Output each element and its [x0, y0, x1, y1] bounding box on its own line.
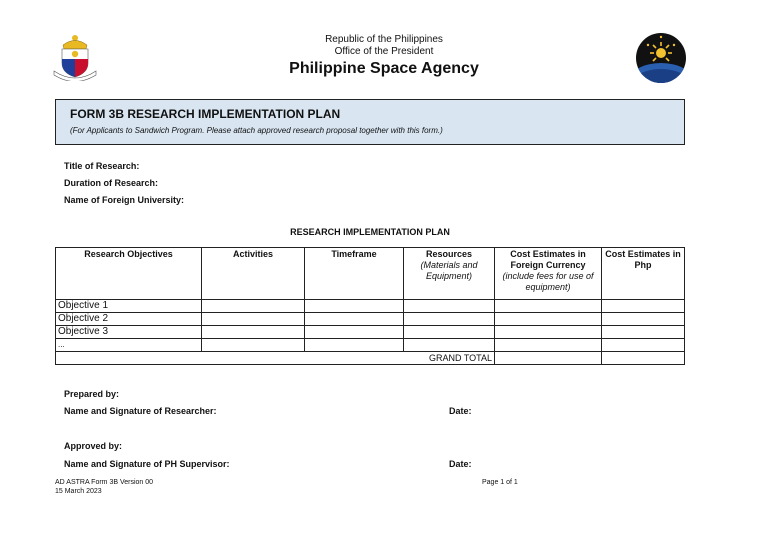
plan-heading: RESEARCH IMPLEMENTATION PLAN — [290, 227, 450, 237]
activities-cell[interactable] — [202, 300, 305, 313]
activities-cell[interactable] — [202, 313, 305, 326]
activities-cell[interactable] — [202, 339, 305, 352]
cost-php-cell[interactable] — [602, 339, 685, 352]
objective-cell: Objective 1 — [56, 300, 202, 313]
approved-by-label: Approved by: — [64, 441, 123, 451]
col-timeframe: Timeframe — [305, 248, 404, 300]
supervisor-signature-label: Name and Signature of PH Supervisor: — [64, 459, 230, 469]
footer-date: 15 March 2023 — [55, 488, 102, 495]
office-text: Office of the President — [334, 46, 434, 57]
table-row — [56, 326, 685, 339]
prepared-by-label: Prepared by: — [64, 389, 120, 399]
col-cost-php: Cost Estimates in Php — [602, 248, 685, 300]
timeframe-cell[interactable] — [305, 339, 404, 352]
resources-cell[interactable] — [404, 326, 495, 339]
resources-cell[interactable] — [404, 313, 495, 326]
grand-total-label: GRAND TOTAL — [56, 352, 495, 365]
resources-cell[interactable] — [404, 339, 495, 352]
cost-php-cell[interactable] — [602, 313, 685, 326]
date-label-researcher: Date: — [449, 406, 472, 416]
form-title: FORM 3B RESEARCH IMPLEMENTATION PLAN — [70, 107, 341, 121]
col-activities: Activities — [202, 248, 305, 300]
date-label-supervisor: Date: — [449, 459, 472, 469]
agency-title: Philippine Space Agency — [289, 60, 479, 77]
table-row — [56, 339, 685, 352]
philsa-logo — [636, 33, 686, 83]
form-title-box — [55, 99, 685, 145]
title-of-research-label: Title of Research: — [64, 161, 140, 171]
form-subtitle: (For Applicants to Sandwich Program. Please attach approved research proposal together with this form.) — [70, 126, 443, 135]
timeframe-cell[interactable] — [305, 300, 404, 313]
footer-form-version: AD ASTRA Form 3B Version 00 — [55, 479, 154, 486]
resources-cell[interactable] — [404, 300, 495, 313]
grand-total-php-cell[interactable] — [602, 352, 685, 365]
footer-page-number: Page 1 of 1 — [482, 479, 518, 486]
cost-php-cell[interactable] — [602, 300, 685, 313]
col-research-objectives: Research Objectives — [56, 248, 202, 300]
implementation-table — [55, 247, 685, 365]
table-header-row — [56, 248, 685, 300]
republic-text: Republic of the Philippines — [325, 34, 443, 45]
col-cost-foreign: Cost Estimates in Foreign Currency (include fees for use of equipment) — [495, 248, 602, 300]
col-resources: Resources (Materials and Equipment) — [404, 248, 495, 300]
objective-cell: Objective 2 — [56, 313, 202, 326]
grand-total-row — [56, 352, 685, 365]
timeframe-cell[interactable] — [305, 313, 404, 326]
cost-foreign-cell[interactable] — [495, 313, 602, 326]
cost-foreign-cell[interactable] — [495, 300, 602, 313]
cost-php-cell[interactable] — [602, 326, 685, 339]
table-row — [56, 313, 685, 326]
cost-foreign-cell[interactable] — [495, 326, 602, 339]
activities-cell[interactable] — [202, 326, 305, 339]
cost-foreign-cell[interactable] — [495, 339, 602, 352]
duration-label: Duration of Research: — [64, 178, 159, 188]
objective-cell: ... — [56, 339, 202, 352]
grand-total-foreign-cell[interactable] — [495, 352, 602, 365]
timeframe-cell[interactable] — [305, 326, 404, 339]
foreign-university-label: Name of Foreign University: — [64, 195, 185, 205]
researcher-signature-label: Name and Signature of Researcher: — [64, 406, 217, 416]
table-row — [56, 300, 685, 313]
objective-cell: Objective 3 — [56, 326, 202, 339]
